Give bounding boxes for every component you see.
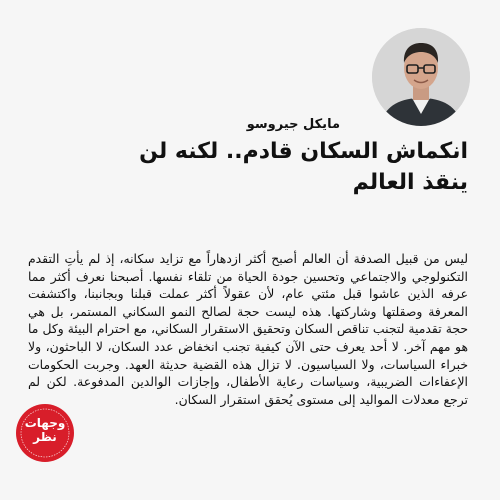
article-title: انكماش السكان قادم.. لكنه لن ينقذ العالم	[139, 139, 468, 195]
badge-label: وجهات نظر	[24, 416, 66, 444]
author-name: مايكل جيروسو	[246, 117, 340, 132]
author-portrait-icon	[372, 28, 470, 126]
author-photo	[372, 28, 470, 126]
opinion-badge	[15, 403, 75, 463]
article-body: ليس من قبيل الصدفة أن العالم أصبح أكثر ازدهاراً مع تزايد سكانه، إذ لم يأتِ التقدم التكنولوجي والاجتماعي وتحسين جودة الحياة من تلقاء نفسها. أصبحنا نعرف أكثر مما عرفه الذين عاشوا قبل مئتي عام، لأن عقولاً أكثر عملت قبلنا وبجانبنا، واكتشفت المعرفة وصقلتها وشاركتها. هذه ليست حجة لصالح النمو السكاني المستمر، بل هي حجة تقدمية لتجنب تناقص السكان وتحقيق الاستقرار السكاني، مع احترام البيئة وكل ما هو مهم آخر. لا أحد يعرف حتى الآن كيفية تجنب انخفاض عدد السكان، لا الباحثون، ولا خبراء السياسات، ولا السياسيون. لا تزال هذه القضية حديثة العهد. وجربت الحكومات الإعفاءات الضريبية، وسياسات رعاية الأطفال، وإجازات الوالدين المدفوعة. لكن لم ترجع معدلات المواليد إلى مستوى يُحقق استقرار السكان.	[28, 251, 468, 407]
